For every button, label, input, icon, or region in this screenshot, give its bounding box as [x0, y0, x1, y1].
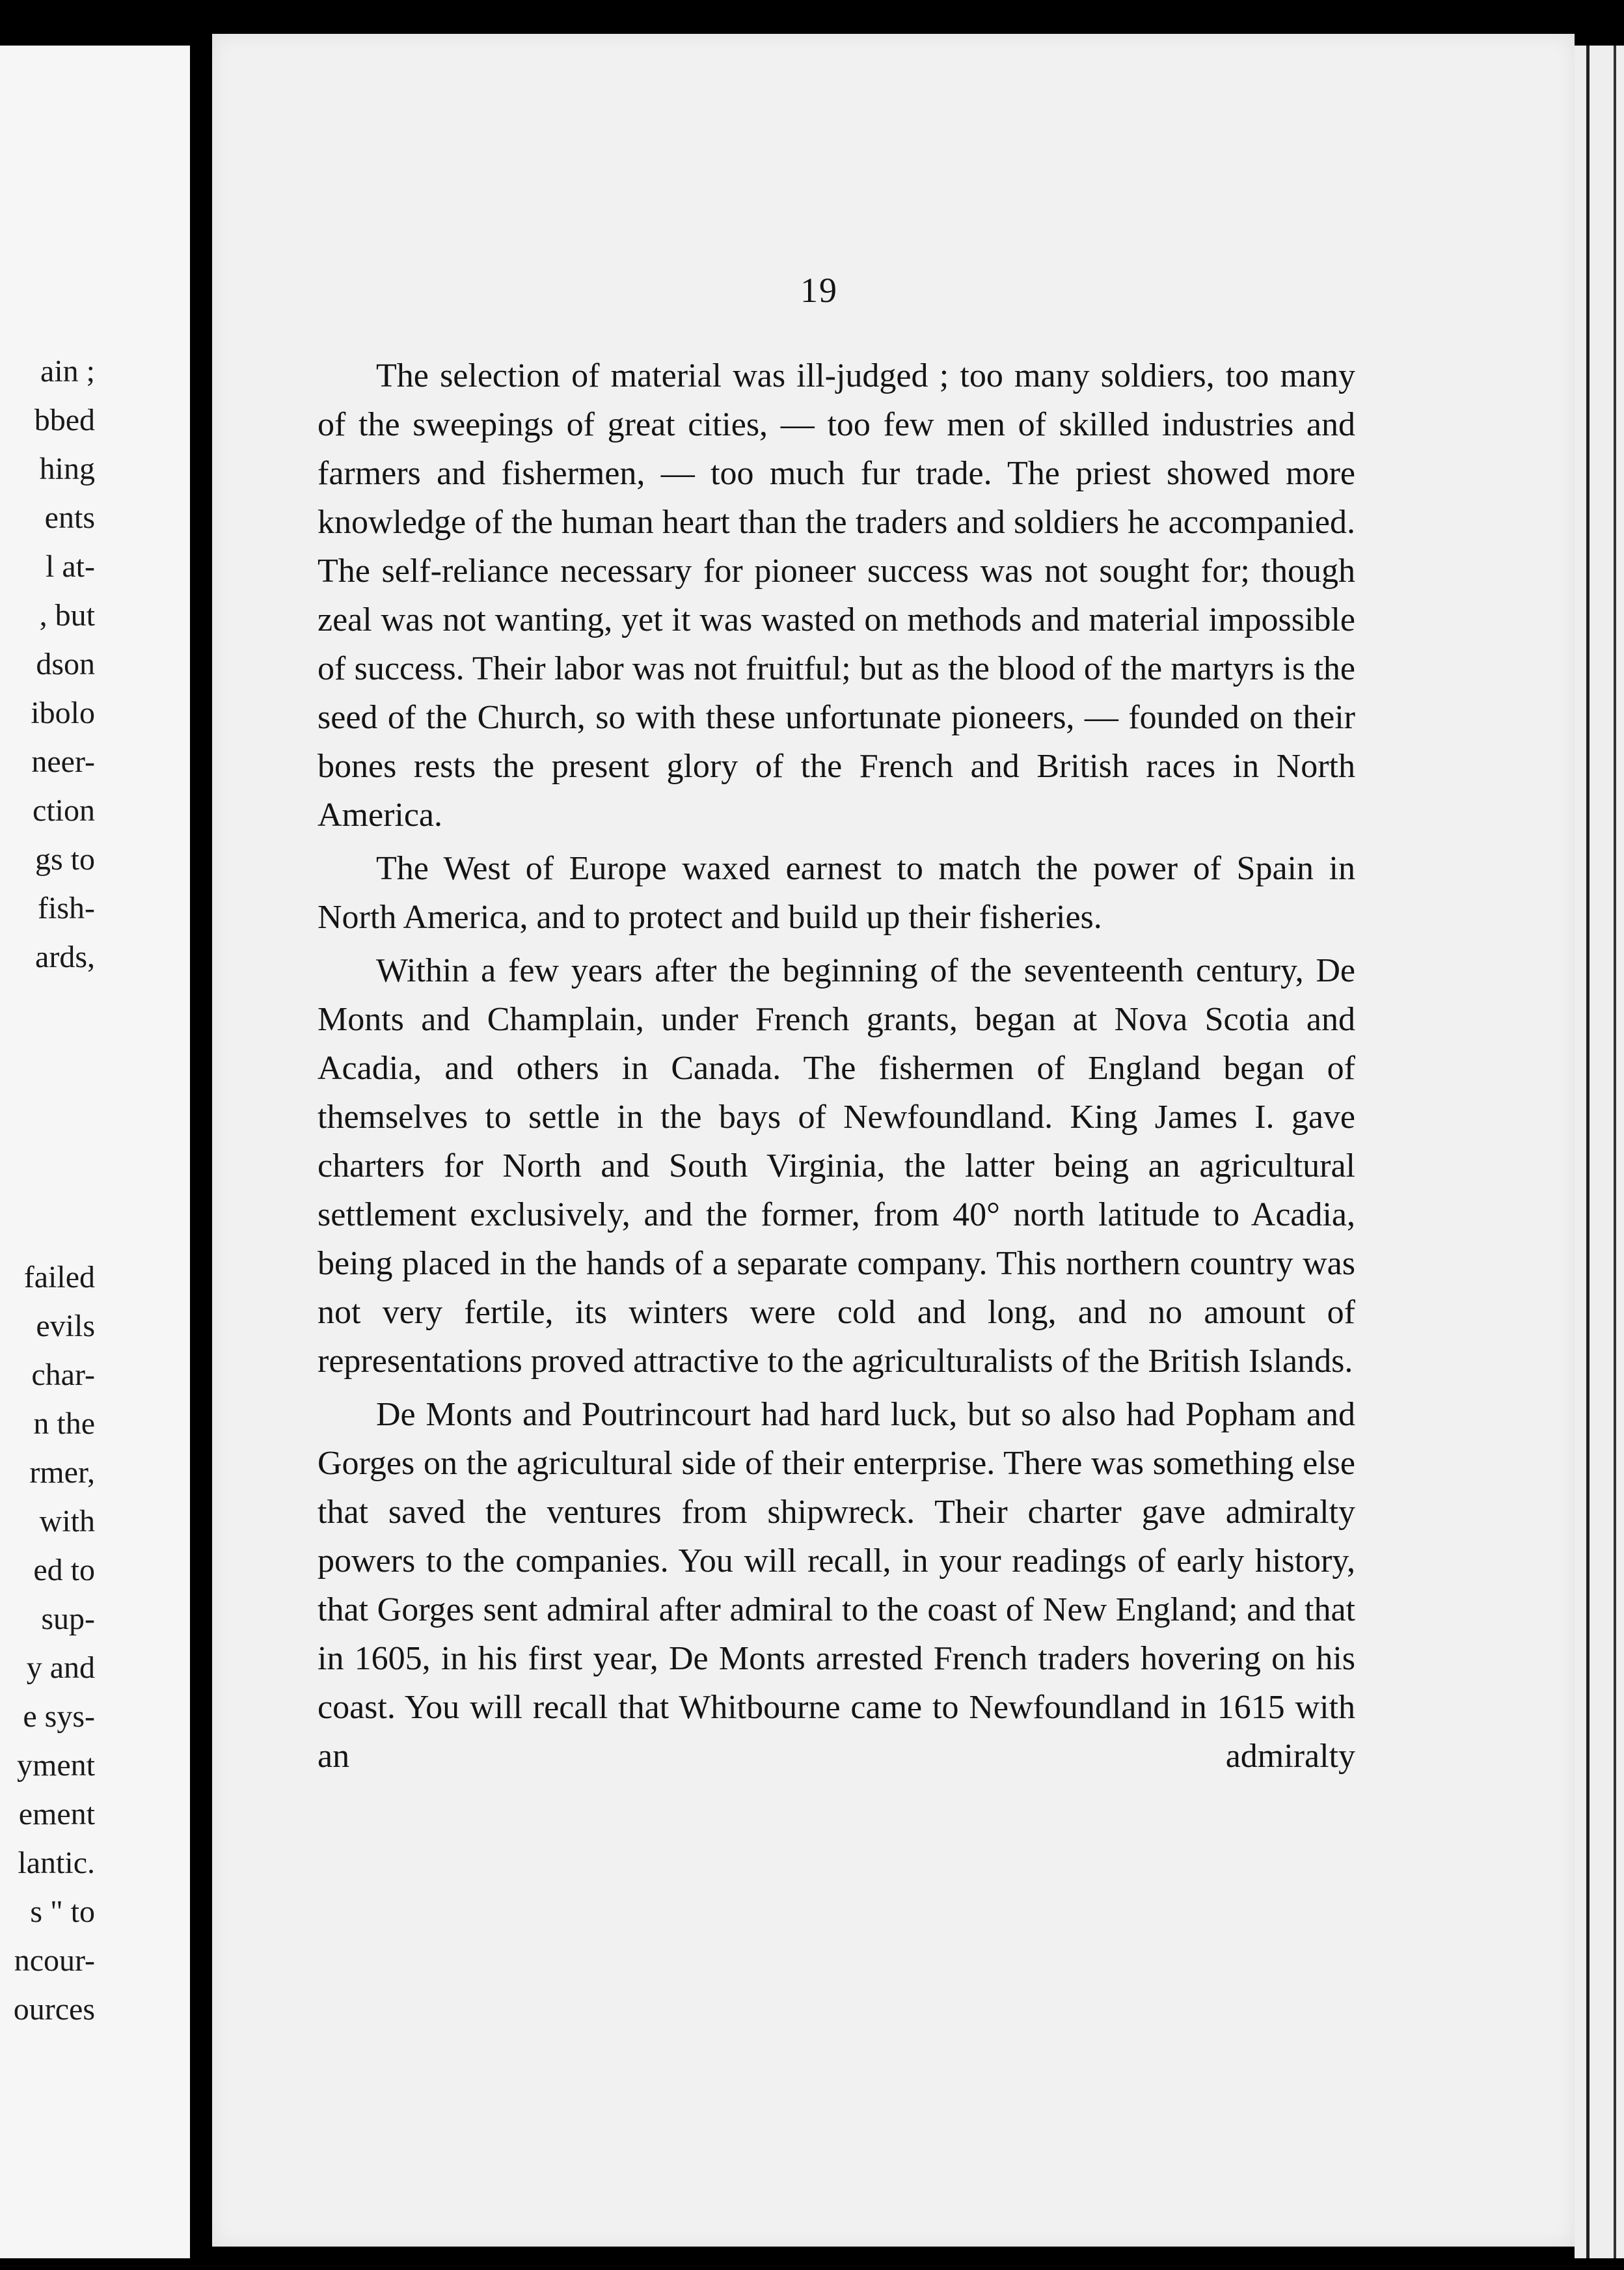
left-fragment-line: ards, [35, 940, 95, 974]
left-fragment-line: ncour- [14, 1943, 95, 1978]
left-fragment-line: e sys- [23, 1699, 95, 1734]
left-fragment-line: evils [36, 1309, 95, 1343]
left-fragment-line: ed to [33, 1553, 95, 1587]
left-fragment-line: ain ; [40, 354, 95, 389]
paragraph: The selection of material was ill-judged ; too many soldiers, too many of the sweepings of great cities, — too few men of skilled industries and farmers and fishermen, — too much fur trade. The priest showed more knowledge of the human heart than the traders and soldiers he accompanied. The self-reliance necessary for pioneer success was not sought for; though zeal was not wanting, yet it was wasted on methods and material impossible of success. Their labor was not fruitful; but as the blood of the martyrs is the seed of the Church, so with these unfortunate pioneers, — founded on their bones rests the present glory of the French and British races in North America. [318, 357, 1355, 834]
left-fragment-line: ibolo [31, 696, 95, 730]
left-fragment-line: , but [39, 598, 95, 633]
book-spine [190, 0, 212, 2270]
left-fragment-line: sup- [41, 1602, 95, 1636]
left-fragment-line: hing [39, 452, 95, 486]
page-edge-line [1614, 46, 1616, 2258]
page-number: 19 [800, 271, 838, 310]
left-fragment-line: ement [18, 1797, 95, 1831]
paragraph: The West of Europe waxed earnest to match the power of Spain in North America, and to protect and build up their fisheries. [318, 850, 1355, 936]
left-fragment-line: bbed [34, 403, 95, 437]
left-fragment-line: fish- [38, 891, 95, 925]
left-fragment-line: ents [44, 500, 95, 535]
left-fragment-line: n the [33, 1406, 95, 1441]
left-fragment-line: failed [23, 1260, 95, 1294]
page-edge-line [1586, 46, 1590, 2258]
left-fragment-line: ction [33, 793, 95, 828]
left-fragment-line: neer- [31, 745, 95, 779]
next-page-edge [1575, 46, 1624, 2258]
adjacent-page-fragment [0, 46, 190, 2258]
left-fragment-line: gs to [34, 842, 95, 877]
body-text [318, 351, 1355, 1785]
left-fragment-line: yment [17, 1748, 95, 1783]
left-fragment-line: lantic. [18, 1846, 95, 1880]
left-fragment-line: ources [13, 1992, 95, 2027]
left-fragment-line: rmer, [29, 1455, 95, 1490]
paragraph: Within a few years after the beginning of the seventeenth century, De Monts and Champlain, under French grants, began at Nova Scotia and Acadia, and others in Canada. The fishermen of England began of themselves to settle in the bays of Newfoundland. King James I. gave charters for North and South Virginia, the latter being an agricultural settlement exclusively, and the former, from 40° north latitude to Acadia, being placed in the hands of a separate company. This northern country was not very fertile, its winters were cold and long, and no amount of representations proved attractive to the agriculturalists of the British Islands. [318, 952, 1355, 1380]
left-fragment-line: with [39, 1504, 95, 1538]
left-fragment-line: s " to [30, 1894, 95, 1929]
paragraph: De Monts and Poutrincourt had hard luck, but so also had Popham and Gorges on the agricultural side of their enterprise. There was something else that saved the ventures from shipwreck. Their charter gave admiralty powers to the companies. You will recall, in your readings of early history, that Gorges sent admiral after admiral to the coast of New England; and that in 1605, in his first year, De Monts arrested French traders hovering on his coast. You will recall that Whitbourne came to Newfoundland in 1615 with an admiralty [318, 1396, 1355, 1775]
left-fragment-line: char- [31, 1358, 95, 1392]
left-fragment-line: dson [36, 647, 95, 681]
left-fragment-line: l at- [46, 549, 95, 584]
left-fragment-line: y and [26, 1650, 95, 1685]
